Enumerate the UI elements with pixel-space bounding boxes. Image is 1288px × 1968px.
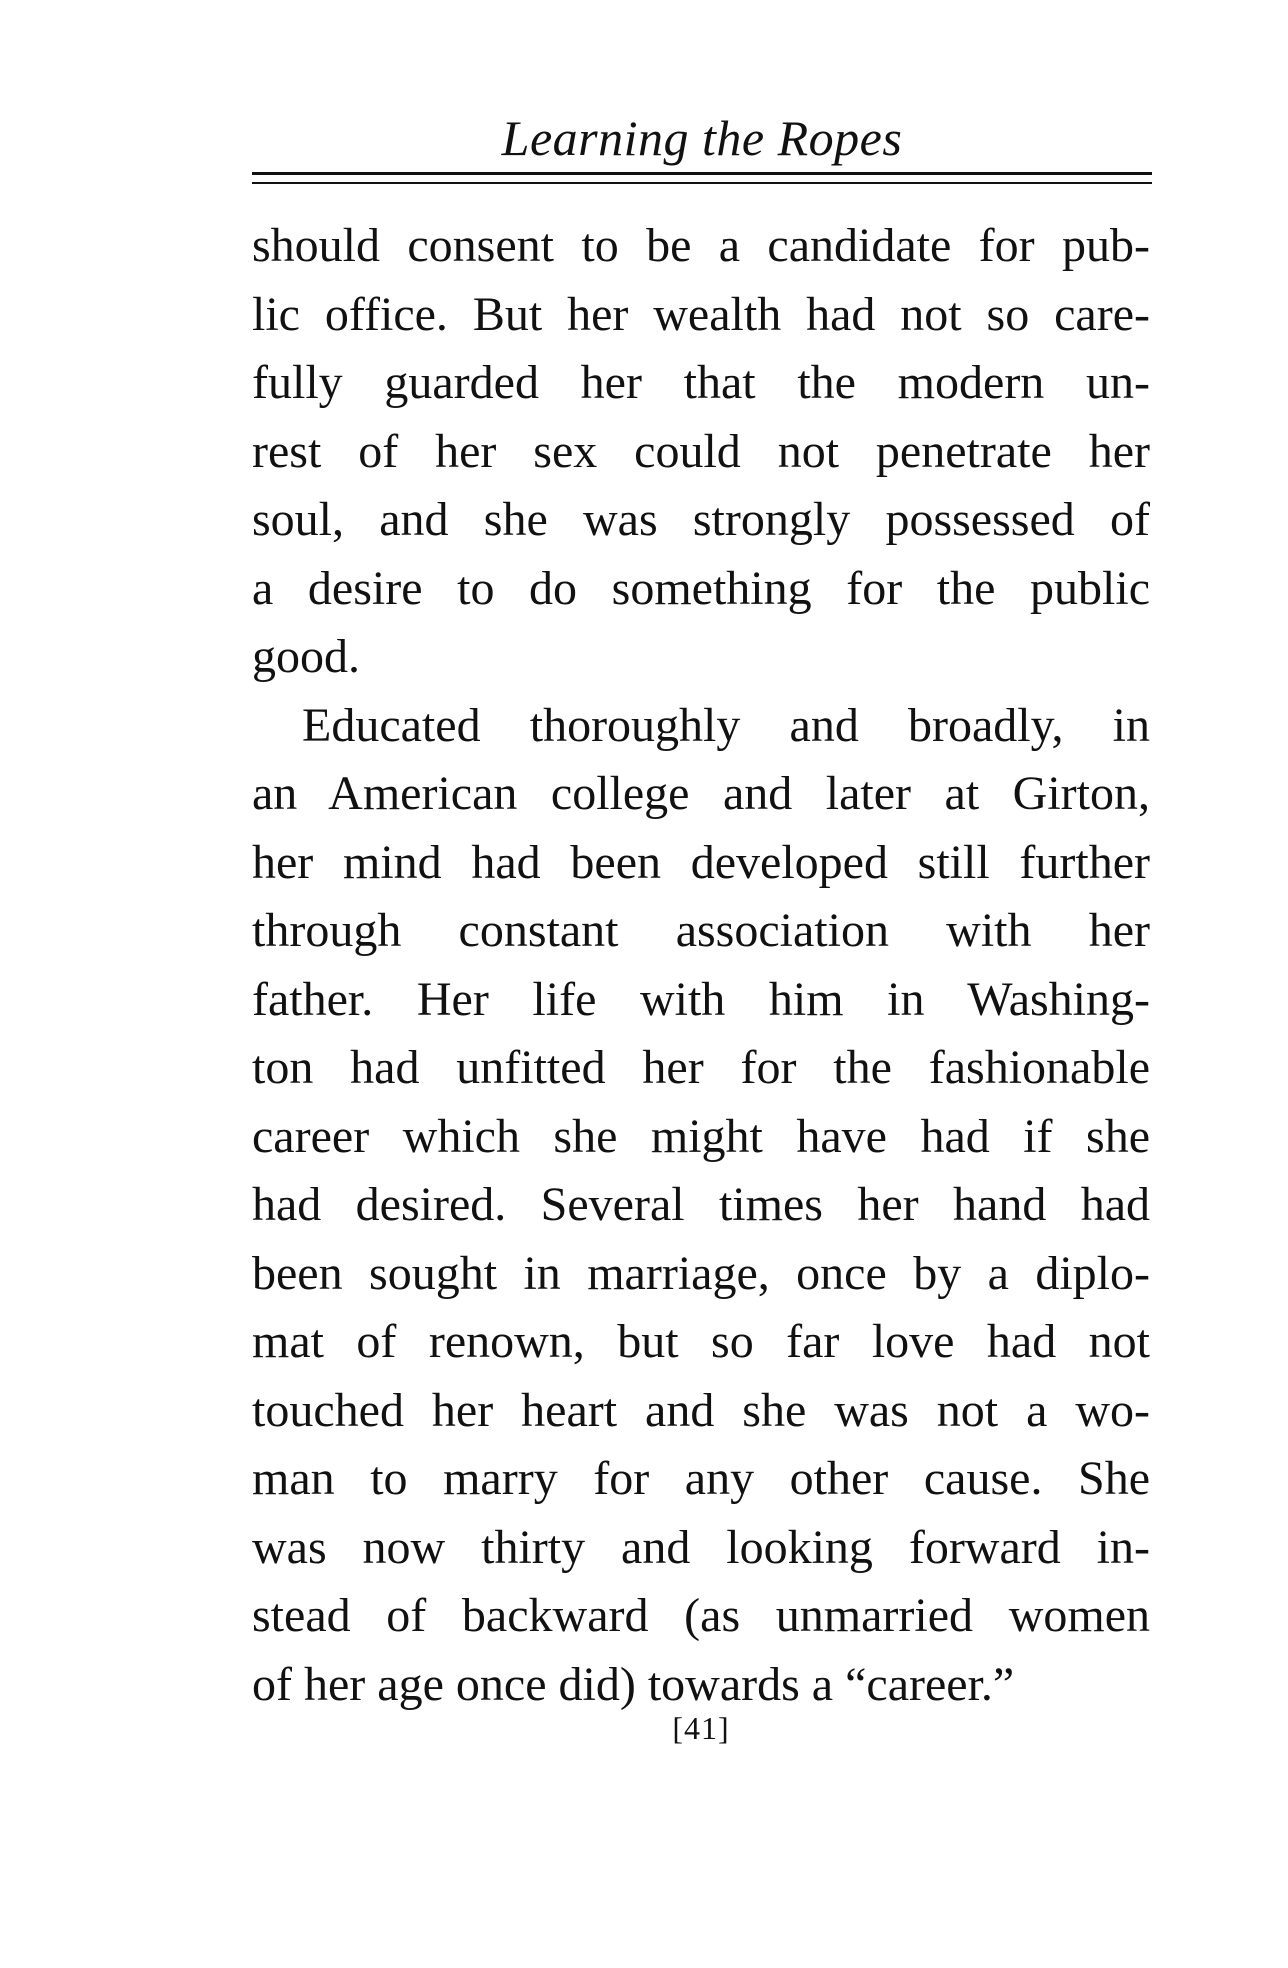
text-line: Educated thoroughly and broadly, in [302, 698, 1150, 752]
text-line: man to marry for any other cause. She [252, 1452, 1150, 1505]
text-line: good. [252, 630, 360, 683]
text-line: a desire to do something for the public [252, 561, 1150, 615]
text-line: rest of her sex could not penetrate her [252, 424, 1150, 478]
text-line: stead of backward (as unmarried women [252, 1589, 1150, 1642]
text-line: ton had unfitted her for the fashionable [252, 1041, 1150, 1094]
text-line: through constant association with her [252, 904, 1150, 957]
text-line: should consent to be a candidate for pub- [252, 219, 1150, 272]
text-line: been sought in marriage, once by a diplo- [252, 1246, 1150, 1300]
text-line: father. Her life with him in Washing- [252, 972, 1150, 1026]
body-text [252, 212, 1150, 1719]
header-rule-bottom [252, 182, 1152, 184]
text-line: of her age once did) towards a “career.” [252, 1657, 1015, 1711]
header-rule-top [252, 172, 1152, 175]
text-line: soul, and she was strongly possessed of [252, 493, 1150, 546]
text-line: fully guarded her that the modern un- [252, 356, 1150, 409]
page-number: [41] [672, 1710, 730, 1746]
text-line: an American college and later at Girton, [252, 767, 1150, 820]
text-line: touched her heart and she was not a wo- [252, 1383, 1150, 1437]
running-head: Learning the Ropes [501, 110, 903, 166]
text-line: mat of renown, but so far love had not [252, 1315, 1150, 1368]
paragraph-1 [252, 212, 1150, 692]
text-line: had desired. Several times her hand had [252, 1178, 1150, 1231]
text-line: her mind had been developed still further [252, 835, 1150, 889]
paragraph-2 [252, 692, 1150, 1720]
text-line: career which she might have had if she [252, 1109, 1150, 1163]
text-line: was now thirty and looking forward in- [252, 1520, 1150, 1574]
text-line: lic office. But her wealth had not so care- [252, 287, 1150, 341]
